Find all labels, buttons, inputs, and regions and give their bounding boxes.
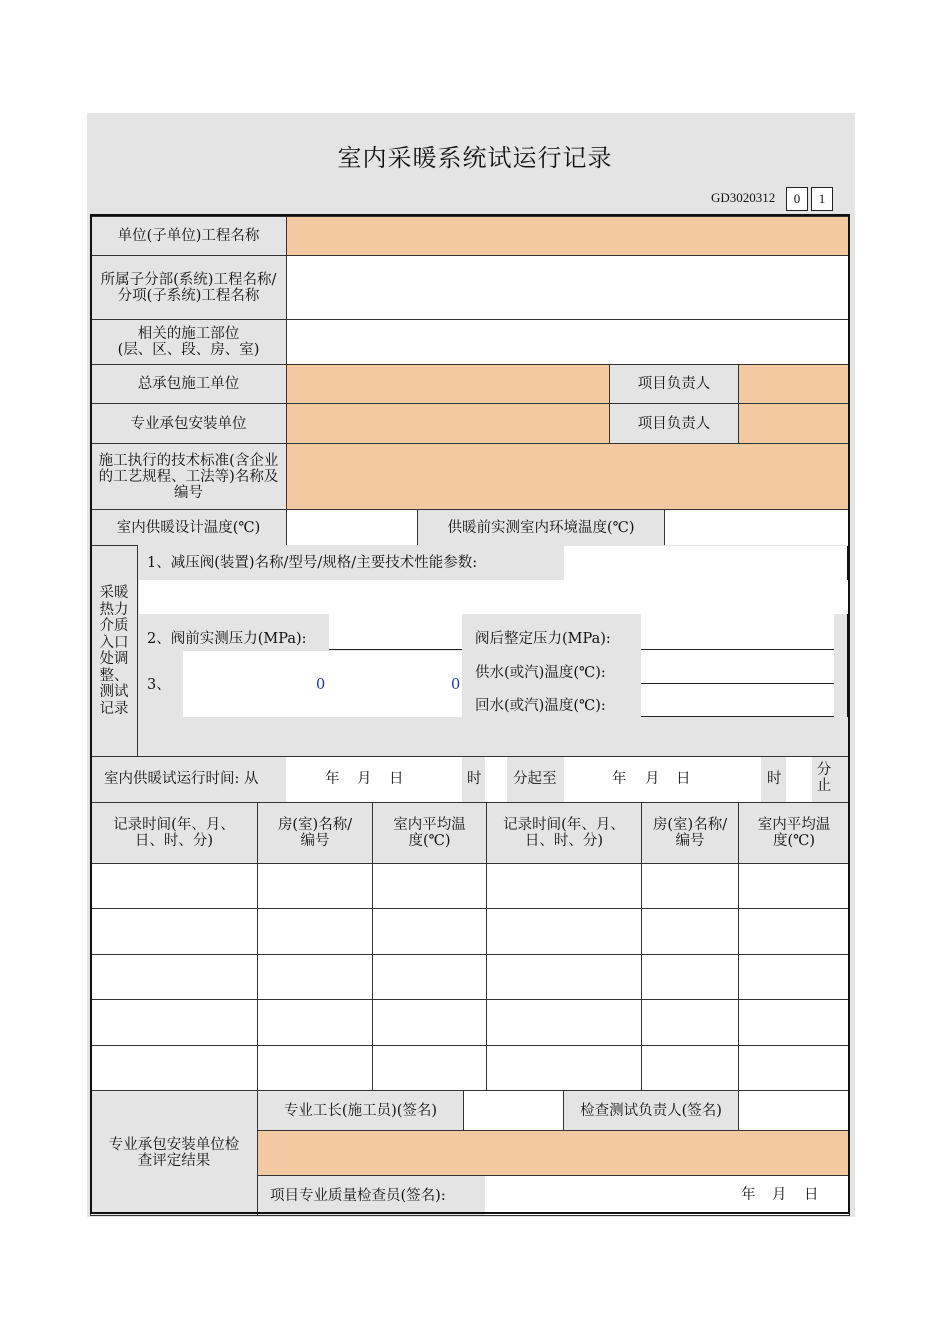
general-contractor-label: 总承包施工单位 xyxy=(90,364,287,404)
header-record-time-2: 记录时间(年、月、日、时、分) xyxy=(486,802,642,864)
header-avg-temp-1: 室内平均温度(℃) xyxy=(372,802,487,864)
table-frame xyxy=(90,214,850,1214)
end-year: 年 xyxy=(612,771,627,787)
end-month: 月 xyxy=(645,771,660,787)
adjust-side-label: 采暖热力介质入口处调整、测试记录 xyxy=(90,545,138,757)
foreman-label: 专业工长(施工员)(签名) xyxy=(257,1090,464,1131)
from-min: 分起至 xyxy=(513,771,557,787)
location-label-line-2: (层、区、段、房、室) xyxy=(117,342,260,358)
end-hour: 时 xyxy=(767,771,782,787)
sign-year: 年 xyxy=(741,1187,756,1203)
standard-label: 施工执行的技术标准(含企业的工艺规程、工法等)名称及编号 xyxy=(90,443,287,510)
header-room-2: 房(室)名称/编号 xyxy=(641,802,739,864)
min-end: 分止 xyxy=(816,762,832,794)
form-code-box-1[interactable]: 0 xyxy=(786,187,808,211)
header-room-1: 房(室)名称/编号 xyxy=(257,802,373,864)
form-code: GD3020312 xyxy=(711,190,776,205)
form-code-box-2[interactable]: 1 xyxy=(811,187,833,211)
header-record-time-1: 记录时间(年、月、日、时、分) xyxy=(90,802,258,864)
project-manager-label-2: 项目负责人 xyxy=(609,403,739,444)
value-b: 0 xyxy=(451,677,461,693)
start-month: 月 xyxy=(357,771,372,787)
after-pressure-label: 阀后整定压力(MPa): xyxy=(475,631,611,647)
specialty-contractor-label: 专业承包安装单位 xyxy=(90,403,287,444)
return-temp-label: 回水(或汽)温度(℃): xyxy=(475,698,606,714)
result-label: 专业承包安装单位检查评定结果 xyxy=(90,1090,258,1216)
design-temp-label: 室内供暖设计温度(℃) xyxy=(90,509,287,546)
sign-month: 月 xyxy=(772,1187,787,1203)
supply-temp-label: 供水(或汽)温度(℃): xyxy=(475,665,606,681)
tester-label: 检查测试负责人(签名) xyxy=(563,1090,739,1131)
header-avg-temp-2: 室内平均温度(℃) xyxy=(738,802,850,864)
start-day: 日 xyxy=(389,771,404,787)
location-label-line-1: 相关的施工部位 xyxy=(137,326,240,342)
sign-day: 日 xyxy=(804,1187,819,1203)
runtime-label: 室内供暖试运行时间: 从 xyxy=(104,771,259,787)
end-day: 日 xyxy=(676,771,691,787)
value-a: 0 xyxy=(316,677,326,693)
valve-params-label: 1、减压阀(装置)名称/型号/规格/主要技术性能参数: xyxy=(147,555,478,571)
start-year: 年 xyxy=(325,771,340,787)
measured-env-temp-label: 供暖前实测室内环境温度(℃) xyxy=(417,509,665,546)
start-hour: 时 xyxy=(467,771,482,787)
page-title: 室内采暖系统试运行记录 xyxy=(337,144,613,172)
item-3-label: 3、 xyxy=(147,677,171,693)
unit-project-label: 单位(子单位)工程名称 xyxy=(90,216,287,256)
sub-project-label: 所属子分部(系统)工程名称/分项(子系统)工程名称 xyxy=(90,255,287,320)
inspector-label: 项目专业质量检查员(签名): xyxy=(270,1187,446,1204)
front-pressure-label: 2、阀前实测压力(MPa): xyxy=(147,631,307,647)
project-manager-label: 项目负责人 xyxy=(609,364,739,404)
